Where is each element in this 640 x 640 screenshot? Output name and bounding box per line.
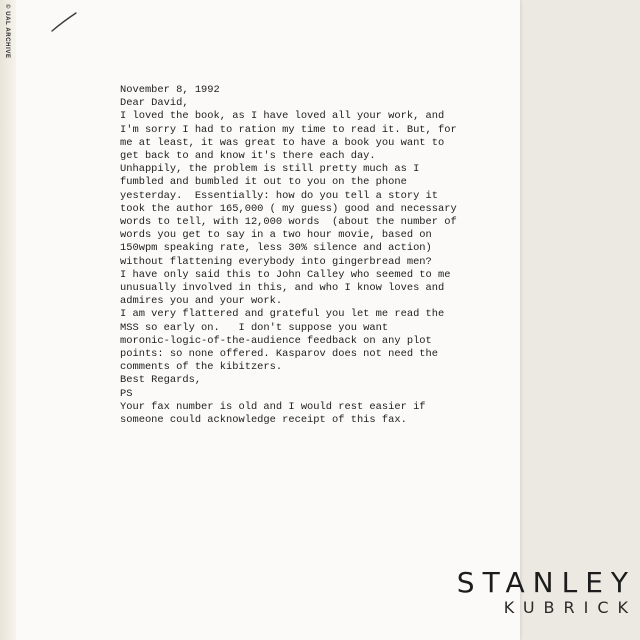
brand-first-name: STANLEY xyxy=(456,566,636,599)
letter-paragraph: I have only said this to John Calley who seemed to me unusually involved in this, and who I know loves and admires you and your work. xyxy=(120,268,451,308)
pen-mark-icon xyxy=(50,10,80,34)
background-panel xyxy=(520,0,640,640)
brand-logo xyxy=(432,566,637,618)
letter-paragraph: I am very flattered and grateful you let me read the MSS so early on. I don't suppose you want moronic-logic-of-the-audience feedback on any plot points: so none offered. Kasparov does not need the comments of the kibitzers. xyxy=(120,308,445,374)
letter-paragraph: Unhappily, the problem is still pretty much as I fumbled and bumbled it out to you on the phone yesterday. Essentially: how do you tell a story it took the author 165,000 ( my guess) good and necessary words to tell, with 12,000 words (about the number of words you get to say in a two hour movie, based on 150wpm speaking rate, less 30% silence and action) without flattening everybody into gingerbread men? xyxy=(120,163,457,268)
letter-postscript: Your fax number is old and I would rest easier if someone could acknowledge receipt of this fax. xyxy=(120,400,426,427)
letter-closing: Best Regards, xyxy=(120,374,202,387)
letter-signature: PS xyxy=(120,387,133,400)
archive-label: © UAL ARCHIVE xyxy=(4,4,10,59)
brand-last-name: KUBRICK xyxy=(503,598,637,617)
letter-date: November 8, 1992 xyxy=(120,84,220,96)
letter-body xyxy=(120,84,510,427)
letter-salutation: Dear David, xyxy=(120,97,189,110)
letter-paragraph: I loved the book, as I have loved all your work, and I'm sorry I had to ration my time to read it. But, for me at least, it was great to have a book you want to get back to and know it's there each day. xyxy=(120,110,457,163)
archive-strip xyxy=(0,0,16,640)
